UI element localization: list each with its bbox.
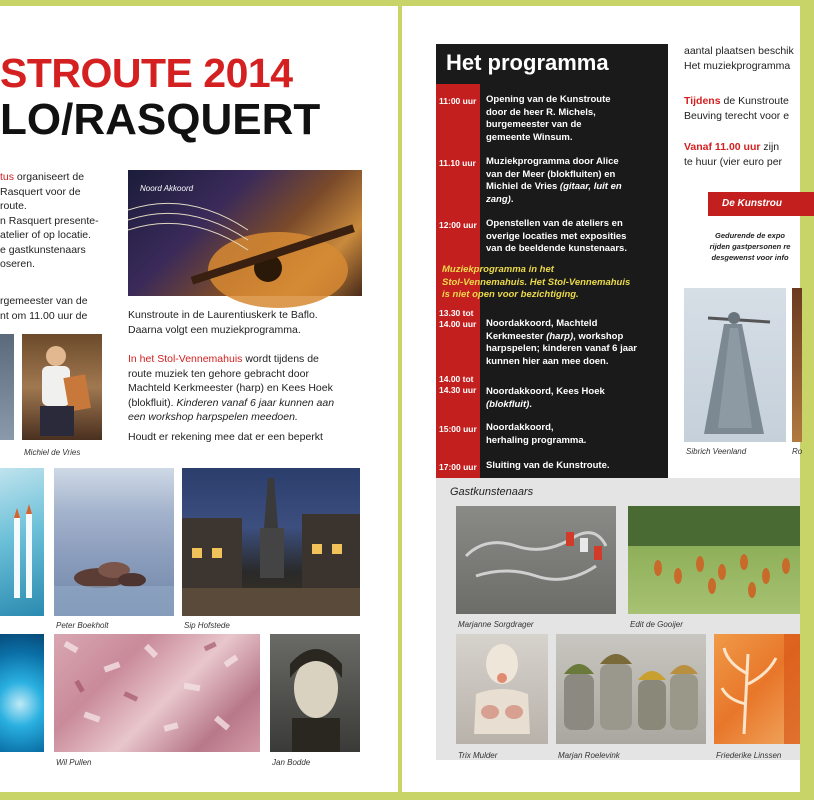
prog-item-5 (486, 318, 664, 368)
prog-item-2-italic: (gitaar, luit en zang) (486, 181, 622, 205)
prog-item-6 (486, 386, 664, 411)
jan-painting (270, 634, 360, 752)
prog-item-6-italic: (blokfluit) (486, 398, 530, 410)
prog-item-7: Noordakkoord, herhaling programma. (486, 422, 587, 446)
intro-rest: organiseert de Rasquert voor de route. n Rasquert presente- atelier of op locatie. e gastkunstenaars oseren. (0, 171, 99, 270)
prog-item-4: Muziekprogramma in het Stol-Vennemahuis. Het Stol-Vennemahuis is niet open voor bezichtiging. (442, 264, 631, 300)
time-7: 15:00 uur (439, 424, 477, 434)
caption-friederike: Friederike Linssen (716, 751, 782, 760)
time-6: 14.00 tot 14.30 uur (439, 374, 477, 395)
caption-edit: Edit de Gooijer (630, 620, 683, 629)
prog-item-1: Opening van de Kunstroute door de heer R. Michels, burgemeester van de gemeente Winsum. (486, 94, 611, 143)
vanaf-text (684, 140, 814, 169)
prog-item-5-text: Noordakkoord, Machteld Kerkmeester (486, 318, 598, 342)
right-page (402, 6, 803, 792)
title-line-2: LO/RASQUERT (0, 95, 321, 144)
prog-item-8: Sluiting van de Kunstroute. (486, 460, 610, 471)
time-2: 11.10 uur (439, 158, 476, 168)
caption-michiel: Michiel de Vries (24, 448, 81, 457)
expo-text: Gedurende de expo rijden gastpersonen re desgewenst voor info (709, 231, 791, 262)
peter-painting (54, 468, 174, 616)
prog-item-6-end: . (529, 398, 532, 410)
prog-item-2-end: . (510, 193, 514, 205)
programma-box (436, 44, 668, 476)
programma-title: Het programma (446, 50, 609, 75)
wil-painting (54, 634, 260, 752)
caption-ro: Ro (792, 447, 803, 456)
sibrich-photo (684, 288, 786, 442)
time-5: 13.30 tot 14.00 uur (439, 308, 477, 329)
caption-trix: Trix Mulder (458, 751, 498, 760)
intro-text-2: rgemeester van de nt om 11.00 uur de (0, 295, 88, 322)
time-3: 12:00 uur (439, 220, 477, 230)
edge-photo-1 (0, 334, 14, 440)
plaatsen-text: aantal plaatsen beschik Het muziekprogramma (684, 45, 794, 72)
prog-item-5-end: , workshop harpspelen; kinderen vanaf 6 jaar kunnen hier aan mee doen. (486, 330, 638, 367)
caption-sip: Sip Hofstede (184, 621, 230, 630)
intro-red: tus (0, 171, 15, 183)
caption-marjan: Marjan Roelevink (558, 751, 620, 760)
stol-red: In het Stol-Vennemahuis (128, 353, 243, 365)
trix-photo (456, 634, 548, 744)
caption-noord-akkoord: Noord Akkoord (140, 184, 194, 193)
stol-italic: Kinderen vanaf 6 jaar kunnen aan een workshop harpspelen meedoen. (128, 396, 335, 423)
caption-sibrich: Sibrich Veenland (686, 447, 747, 456)
kerk-text: Kunstroute in de Laurentiuskerk te Baflo. Daarna volgt een muziekprogramma. (128, 309, 318, 336)
noord-akkoord-photo (128, 170, 362, 296)
title-line-1: STROUTE 2014 (0, 50, 293, 96)
intro-text (0, 170, 120, 272)
time-1: 11:00 uur (439, 96, 477, 106)
beperkt-text: Houdt er rekening mee dat er een beperkt (128, 431, 323, 443)
caption-peter: Peter Boekholt (56, 621, 109, 630)
prog-item-3: Openstellen van de ateliers en overige locaties met exposities van de beeldende kunstenaars. (486, 218, 627, 254)
sip-painting (182, 468, 360, 616)
friederike-photo (714, 634, 800, 744)
tijdens-text (684, 94, 814, 123)
tijdens-rest: de Kunstroute Beuving terecht voor e (684, 95, 790, 122)
marjanne-photo (456, 506, 616, 614)
prog-item-5-italic: (harp) (546, 330, 574, 342)
caption-marjanne: Marjanne Sorgdrager (458, 620, 534, 629)
vanaf-red: Vanaf 11.00 uur (684, 141, 761, 153)
stol-rest: wordt tijdens de route muziek ten gehore gebracht door Machteld Kerkmeester (harp) en Kees Hoek (blokfluit). (128, 353, 333, 409)
marjan-photo (556, 634, 706, 744)
blue-painting-1 (0, 468, 44, 616)
stol-text (128, 352, 360, 425)
gastkunstenaars-title: Gastkunstenaars (450, 486, 534, 498)
prog-item-2-text: Muziekprogramma door Alice van der Meer (blokfluiten) en Michiel de Vries (486, 156, 619, 192)
vanaf-rest: zijn te huur (vier euro per (684, 141, 783, 168)
blue-painting-2 (0, 634, 44, 752)
kunstroute-ribbon: De Kunstrou (708, 192, 814, 216)
tijdens-red: Tijdens (684, 95, 721, 107)
michiel-photo (22, 334, 102, 440)
edit-photo (628, 506, 800, 614)
prog-item-2 (486, 156, 664, 206)
prog-item-6-text: Noordakkoord, Kees Hoek (486, 386, 605, 397)
caption-wil: Wil Pullen (56, 758, 92, 767)
left-page (0, 6, 398, 792)
edge-photo-right (792, 288, 802, 442)
time-8: 17:00 uur (439, 462, 477, 472)
caption-jan: Jan Bodde (272, 758, 311, 767)
